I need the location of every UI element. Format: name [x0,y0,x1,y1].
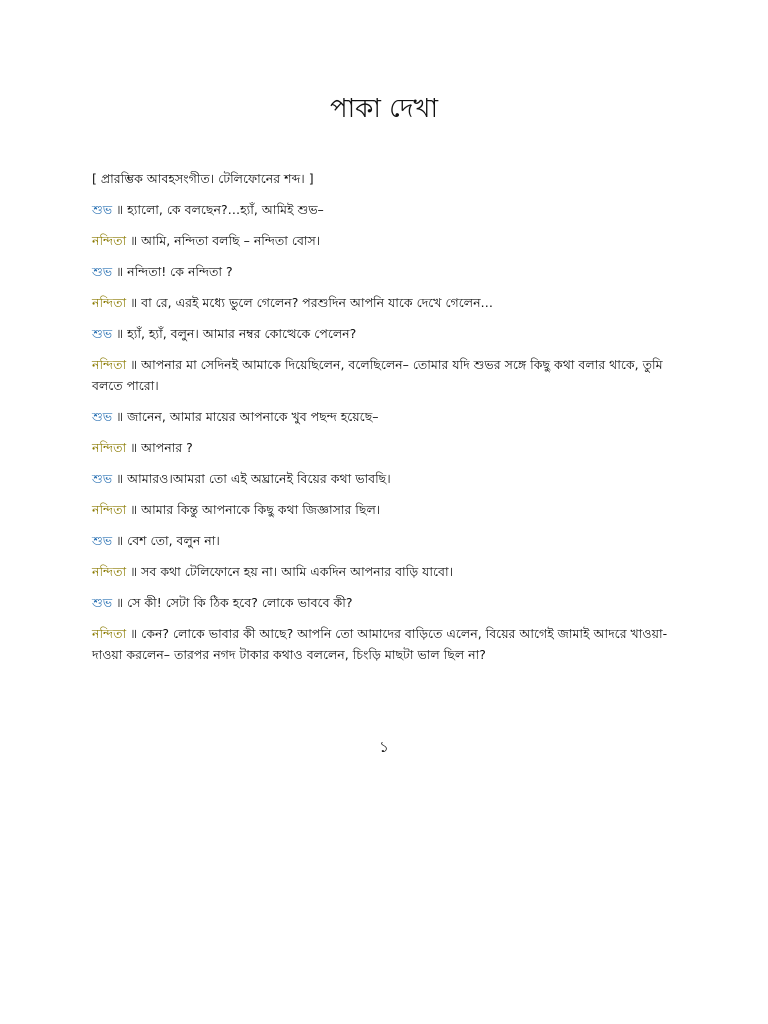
dialogue-line [92,561,682,582]
speaker-separator: ॥ [116,471,124,486]
dialogue-line [92,292,682,313]
line-text: সে কী! সেটা কি ঠিক হবে? লোকে ভাববে কী? [127,595,353,610]
speaker-name: নন্দিতা [92,295,127,310]
speaker-name: নন্দিতা [92,357,127,372]
speaker-name: নন্দিতা [92,440,127,455]
speaker-separator: ॥ [130,564,138,579]
speaker-name: নন্দিতা [92,233,127,248]
speaker-name: নন্দিতা [92,626,127,641]
line-text: [ প্রারম্ভিক আবহসংগীত। টেলিফোনের শব্দ। ] [92,171,314,186]
dialogue-line [92,530,682,551]
dialogue-line [92,261,682,282]
speaker-separator: ॥ [130,357,138,372]
speaker-separator: ॥ [116,326,124,341]
dialogue-body [92,168,682,675]
line-text: নন্দিতা! কে নন্দিতা ? [127,264,233,279]
dialogue-line [92,199,682,220]
dialogue-line [92,499,682,520]
dialogue-line [92,354,682,396]
speaker-name: শুভ [92,264,113,279]
dialogue-line [92,323,682,344]
line-text: হ্যাঁ, হ্যাঁ, বলুন। আমার নম্বর কোত্থেকে পেলেন? [127,326,357,341]
line-text: হ্যালো, কে বলছেন?…হ্যাঁ, আমিই শুভ– [127,202,324,217]
dialogue-line [92,406,682,427]
speaker-separator: ॥ [130,440,138,455]
dialogue-line [92,468,682,489]
line-text: আমি, নন্দিতা বলছি – নন্দিতা বোস। [141,233,321,248]
speaker-name: শুভ [92,533,113,548]
line-text: আপনার ? [141,440,193,455]
speaker-separator: ॥ [116,409,124,424]
line-text: আমার কিন্তু আপনাকে কিছু কথা জিজ্ঞাসার ছিল। [141,502,381,517]
speaker-separator: ॥ [130,626,138,641]
speaker-separator: ॥ [116,533,124,548]
line-text: বা রে, এরই মধ্যে ভুলে গেলেন? পরশুদিন আপনি যাকে দেখে গেলেন… [141,295,494,310]
speaker-separator: ॥ [116,595,124,610]
line-text: আপনার মা সেদিনই আমাকে দিয়েছিলেন, বলেছিলেন– তোমার যদি শুভর সঙ্গে কিছু কথা বলার থাকে, তুমি বলতে পারো। [92,357,663,393]
line-text: কেন? লোকে ভাবার কী আছে? আপনি তো আমাদের বাড়িতে এলেন, বিয়ের আগেই জামাই আদরে খাওয়া-দাওয়া করলেন– তারপর নগদ টাকার কথাও বললেন, চিংড়ি মাছটা ভাল ছিল না? [92,626,668,662]
speaker-name: শুভ [92,326,113,341]
page-title: পাকা দেখা [329,94,438,124]
speaker-separator: ॥ [130,233,138,248]
speaker-name: শুভ [92,595,113,610]
speaker-name: শুভ [92,409,113,424]
speaker-separator: ॥ [130,502,138,517]
dialogue-line [92,437,682,458]
line-text: জানেন, আমার মায়ের আপনাকে খুব পছন্দ হয়েছে– [127,409,379,424]
speaker-separator: ॥ [116,264,124,279]
dialogue-line [92,230,682,251]
line-text: সব কথা টেলিফোনে হয় না। আমি একদিন আপনার বাড়ি যাবো। [141,564,454,579]
speaker-name: নন্দিতা [92,564,127,579]
speaker-name: শুভ [92,471,113,486]
speaker-separator: ॥ [130,295,138,310]
speaker-separator: ॥ [116,202,124,217]
dialogue-line [92,623,682,665]
speaker-name: শুভ [92,202,113,217]
dialogue-line [92,592,682,613]
line-text: বেশ তো, বলুন না। [127,533,220,548]
page-number: ১ [379,738,389,756]
line-text: আমারও।আমরা তো এই অঘ্রানেই বিয়ের কথা ভাবছি। [127,471,391,486]
stage-direction [92,168,682,189]
speaker-name: নন্দিতা [92,502,127,517]
